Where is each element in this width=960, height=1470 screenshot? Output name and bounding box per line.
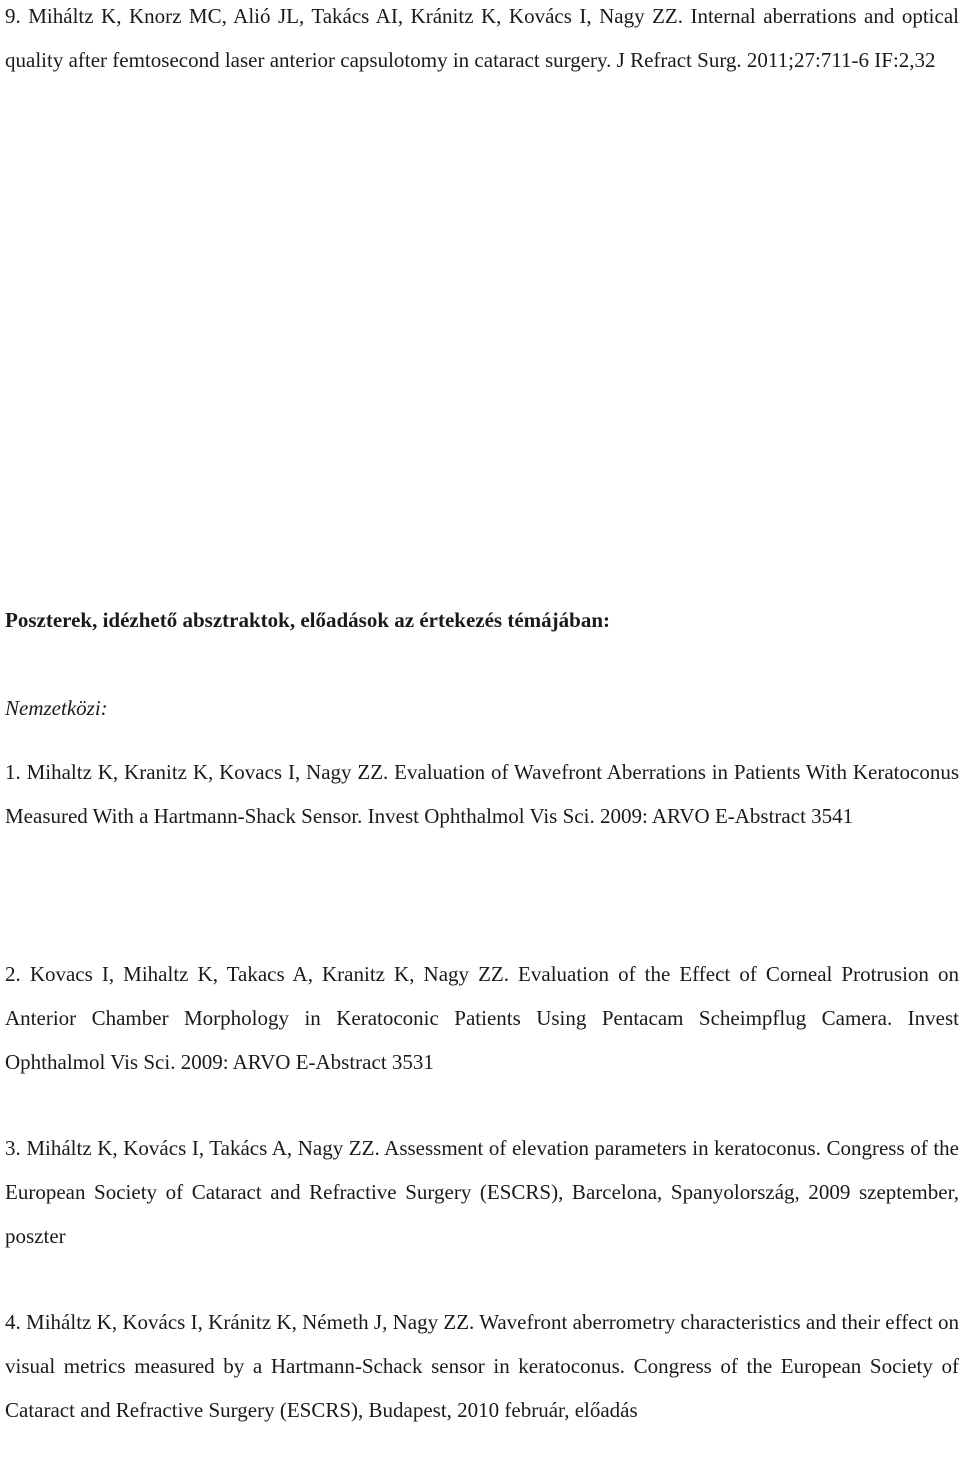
- reference-9: 9. Miháltz K, Knorz MC, Alió JL, Takács AI, Kránitz K, Kovács I, Nagy ZZ. Internal aberrations and optical quality after femtosecond laser anterior capsulotomy in cataract surgery. J Refract Surg. 2011;27:711-6 IF:2,32: [5, 4, 959, 72]
- abstract-item-2: 2. Kovacs I, Mihaltz K, Takacs A, Kranitz K, Nagy ZZ. Evaluation of the Effect of Corneal Protrusion on Anterior Chamber Morphology in Keratoconic Patients Using Pentacam Scheimpflug Camera. Invest Ophthalmol Vis Sci. 2009: ARVO E-Abstract 3531: [5, 962, 959, 1074]
- section-subheading: Nemzetközi:: [5, 696, 108, 720]
- section-heading: Poszterek, idézhető absztraktok, előadások az értekezés témájában:: [5, 608, 610, 632]
- abstract-item-4: 4. Miháltz K, Kovács I, Kránitz K, Németh J, Nagy ZZ. Wavefront aberrometry characteristics and their effect on visual metrics measured by a Hartmann-Schack sensor in keratoconus. Congress of the European Society of Cataract and Refractive Surgery (ESCRS), Budapest, 2010 február, előadás: [5, 1310, 959, 1422]
- abstract-item-1: 1. Mihaltz K, Kranitz K, Kovacs I, Nagy ZZ. Evaluation of Wavefront Aberrations in Patients With Keratoconus Measured With a Hartmann-Shack Sensor. Invest Ophthalmol Vis Sci. 2009: ARVO E-Abstract 3541: [5, 760, 959, 828]
- abstract-item-3: 3. Miháltz K, Kovács I, Takács A, Nagy ZZ. Assessment of elevation parameters in keratoconus. Congress of the European Society of Cataract and Refractive Surgery (ESCRS), Barcelona, Spanyolország, 2009 szeptember, poszter: [5, 1136, 959, 1248]
